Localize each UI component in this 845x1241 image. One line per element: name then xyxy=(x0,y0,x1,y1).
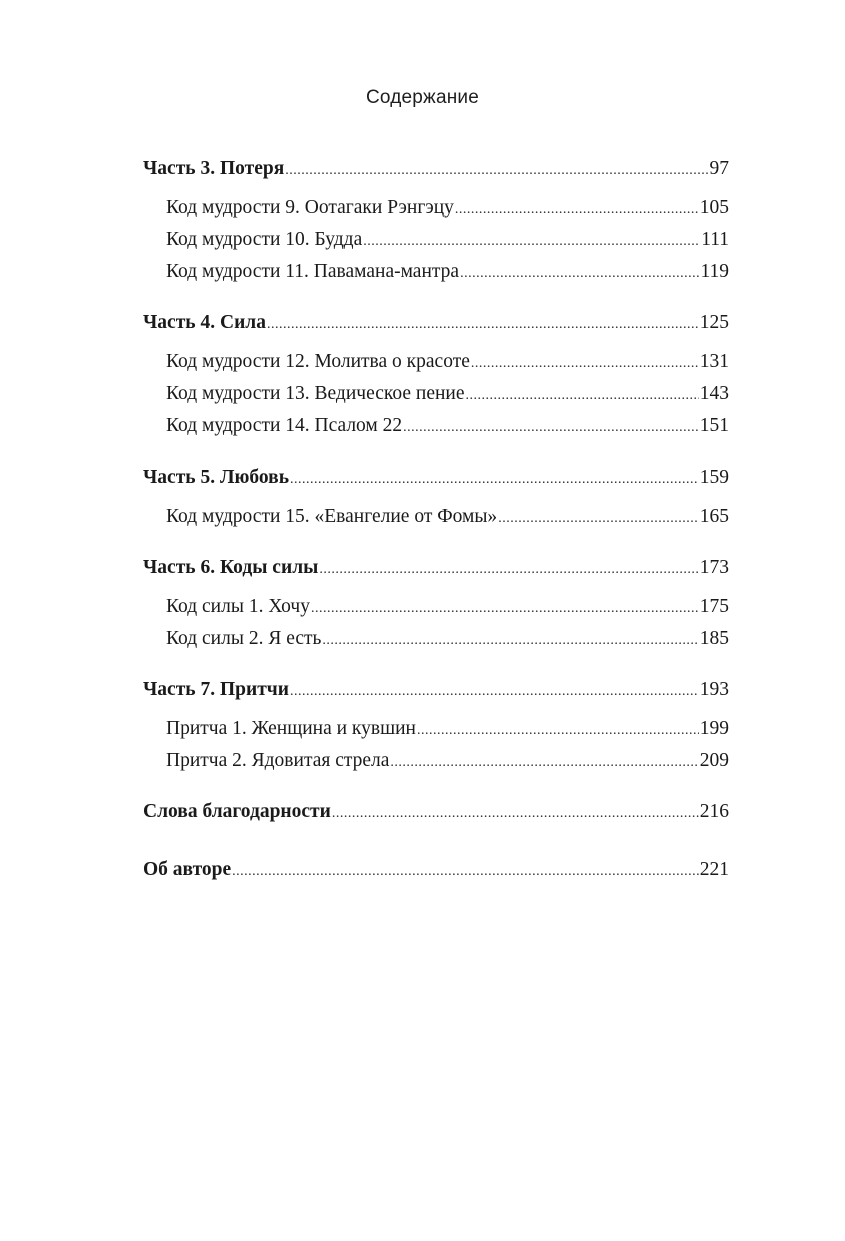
toc-entry-page: 209 xyxy=(699,750,729,771)
toc-entry-page: 221 xyxy=(699,859,729,880)
toc-entry-about-author[interactable] xyxy=(143,857,729,885)
toc-entry-part-7[interactable] xyxy=(143,677,729,705)
toc-entry-page: 97 xyxy=(709,158,729,179)
dot-leader xyxy=(466,383,699,409)
toc-entry-code-10[interactable] xyxy=(166,227,729,255)
dot-leader xyxy=(319,557,698,583)
toc-entry-title: Код мудрости 9. Оотагаки Рэнгэцу xyxy=(166,197,454,218)
dot-leader xyxy=(332,801,699,827)
dot-leader xyxy=(455,197,699,223)
dot-leader xyxy=(363,229,700,255)
toc-entry-page: 111 xyxy=(701,229,729,250)
toc-entry-page: 175 xyxy=(699,596,729,617)
toc-entry-page: 125 xyxy=(699,312,729,333)
toc-entry-title: Часть 5. Любовь xyxy=(143,467,290,488)
toc-entry-title: Часть 4. Сила xyxy=(143,312,266,333)
toc-entry-part-3[interactable] xyxy=(143,156,729,184)
toc-entry-code-9[interactable] xyxy=(166,195,729,223)
dot-leader xyxy=(498,506,699,532)
dot-leader xyxy=(460,261,699,287)
toc-entry-title: Притча 2. Ядовитая стрела xyxy=(166,750,390,771)
toc-entry-page: 216 xyxy=(699,801,729,822)
toc-entry-code-11[interactable] xyxy=(166,259,729,287)
dot-leader xyxy=(290,679,699,705)
toc-entry-title: Код мудрости 13. Ведическое пение xyxy=(166,383,465,404)
toc-entry-code-14[interactable] xyxy=(166,413,729,441)
page-title: Содержание xyxy=(365,87,480,108)
toc-entry-title: Код силы 1. Хочу xyxy=(166,596,310,617)
dot-leader xyxy=(311,596,699,622)
dot-leader xyxy=(290,467,699,493)
toc-entry-page: 173 xyxy=(699,557,729,578)
dot-leader xyxy=(471,351,699,377)
toc-entry-page: 119 xyxy=(700,261,729,282)
toc-entry-page: 193 xyxy=(699,679,729,700)
toc-entry-code-12[interactable] xyxy=(166,349,729,377)
toc-entry-part-5[interactable] xyxy=(143,465,729,493)
toc-entry-page: 151 xyxy=(699,415,729,436)
toc-entry-page: 143 xyxy=(699,383,729,404)
toc-entry-code-15[interactable] xyxy=(166,504,729,532)
toc-entry-page: 105 xyxy=(699,197,729,218)
toc-entry-title: Часть 3. Потеря xyxy=(143,158,285,179)
dot-leader xyxy=(403,415,699,441)
dot-leader xyxy=(390,750,698,776)
toc-entry-title: Часть 7. Притчи xyxy=(143,679,290,700)
toc-entry-page: 131 xyxy=(699,351,729,372)
dot-leader xyxy=(417,718,699,744)
toc-entry-title: Код мудрости 11. Павамана-мантра xyxy=(166,261,460,282)
dot-leader xyxy=(322,628,698,654)
toc-entry-parable-2[interactable] xyxy=(166,748,729,776)
toc-entry-title: Код мудрости 14. Псалом 22 xyxy=(166,415,403,436)
toc-entry-page: 199 xyxy=(699,718,729,739)
toc-entry-title: Часть 6. Коды силы xyxy=(143,557,319,578)
toc-entry-page: 159 xyxy=(699,467,729,488)
dot-leader xyxy=(267,312,699,338)
toc-entry-parable-1[interactable] xyxy=(166,716,729,744)
dot-leader xyxy=(285,158,708,184)
toc-entry-power-code-2[interactable] xyxy=(166,626,729,654)
toc-entry-power-code-1[interactable] xyxy=(166,594,729,622)
toc-entry-page: 185 xyxy=(699,628,729,649)
toc-entry-title: Код мудрости 15. «Евангелие от Фомы» xyxy=(166,506,498,527)
toc-entry-page: 165 xyxy=(699,506,729,527)
toc-entry-title: Код мудрости 12. Молитва о красоте xyxy=(166,351,470,372)
toc-entry-code-13[interactable] xyxy=(166,381,729,409)
toc-entry-part-6[interactable] xyxy=(143,555,729,583)
dot-leader xyxy=(232,859,699,885)
toc-entry-acknowledgements[interactable] xyxy=(143,799,729,827)
toc-entry-title: Об авторе xyxy=(143,859,232,880)
toc-entry-part-4[interactable] xyxy=(143,310,729,338)
toc-entry-title: Код мудрости 10. Будда xyxy=(166,229,363,250)
toc-entry-title: Притча 1. Женщина и кувшин xyxy=(166,718,416,739)
toc-entry-title: Код силы 2. Я есть xyxy=(166,628,322,649)
toc-entry-title: Слова благодарности xyxy=(143,801,331,822)
